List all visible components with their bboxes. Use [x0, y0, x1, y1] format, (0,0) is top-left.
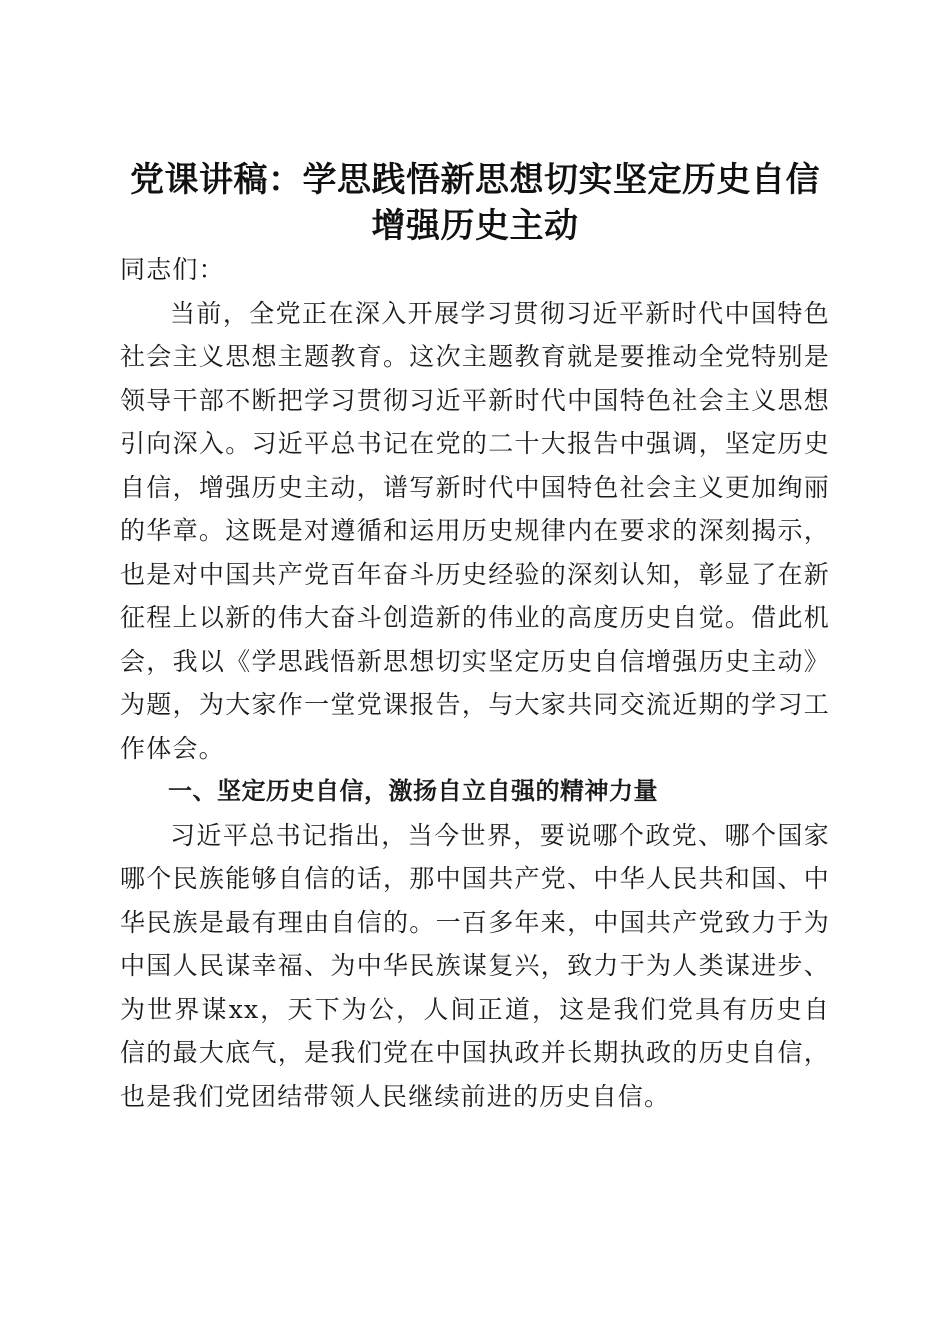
title-line-1: 党课讲稿：学思践悟新思想切实坚定历史自信	[130, 159, 820, 200]
salutation: 同志们：	[120, 255, 225, 284]
title-line-2: 增强历史主动	[371, 205, 579, 246]
section-heading-1: 一、坚定历史自信，激扬自立自强的精神力量	[168, 777, 658, 805]
document-title	[100, 157, 850, 249]
paragraph-intro: 当前，全党正在深入开展学习贯彻习近平新时代中国特色社会主义思想主题教育。这次主题教育就是要推动全党特别是领导干部不断把学习贯彻习近平新时代中国特色社会主义思想引向深入。习近平总书记在党的二十大报告中强调，坚定历史自信，增强历史主动，谱写新时代中国特色社会主义更加绚丽的华章。这既是对遵循和运用历史规律内在要求的深刻揭示，也是对中国共产党百年奋斗历史经验的深刻认知，彰显了在新征程上以新的伟大奋斗创造新的伟业的高度历史自觉。借此机会，我以《学思践悟新思想切实坚定历史自信增强历史主动》为题，为大家作一堂党课报告，与大家共同交流近期的学习工作体会。	[120, 298, 830, 763]
document-body	[120, 248, 830, 1118]
paragraph-section-1: 习近平总书记指出，当今世界，要说哪个政党、哪个国家哪个民族能够自信的话，那中国共产党、中华人民共和国、中华民族是最有理由自信的。一百多年来，中国共产党致力于为中国人民谋幸福、为中华民族谋复兴，致力于为人类谋进步、为世界谋xx，天下为公，人间正道，这是我们党具有历史自信的最大底气，是我们党在中国执政并长期执政的历史自信，也是我们党团结带领人民继续前进的历史自信。	[120, 820, 830, 1111]
